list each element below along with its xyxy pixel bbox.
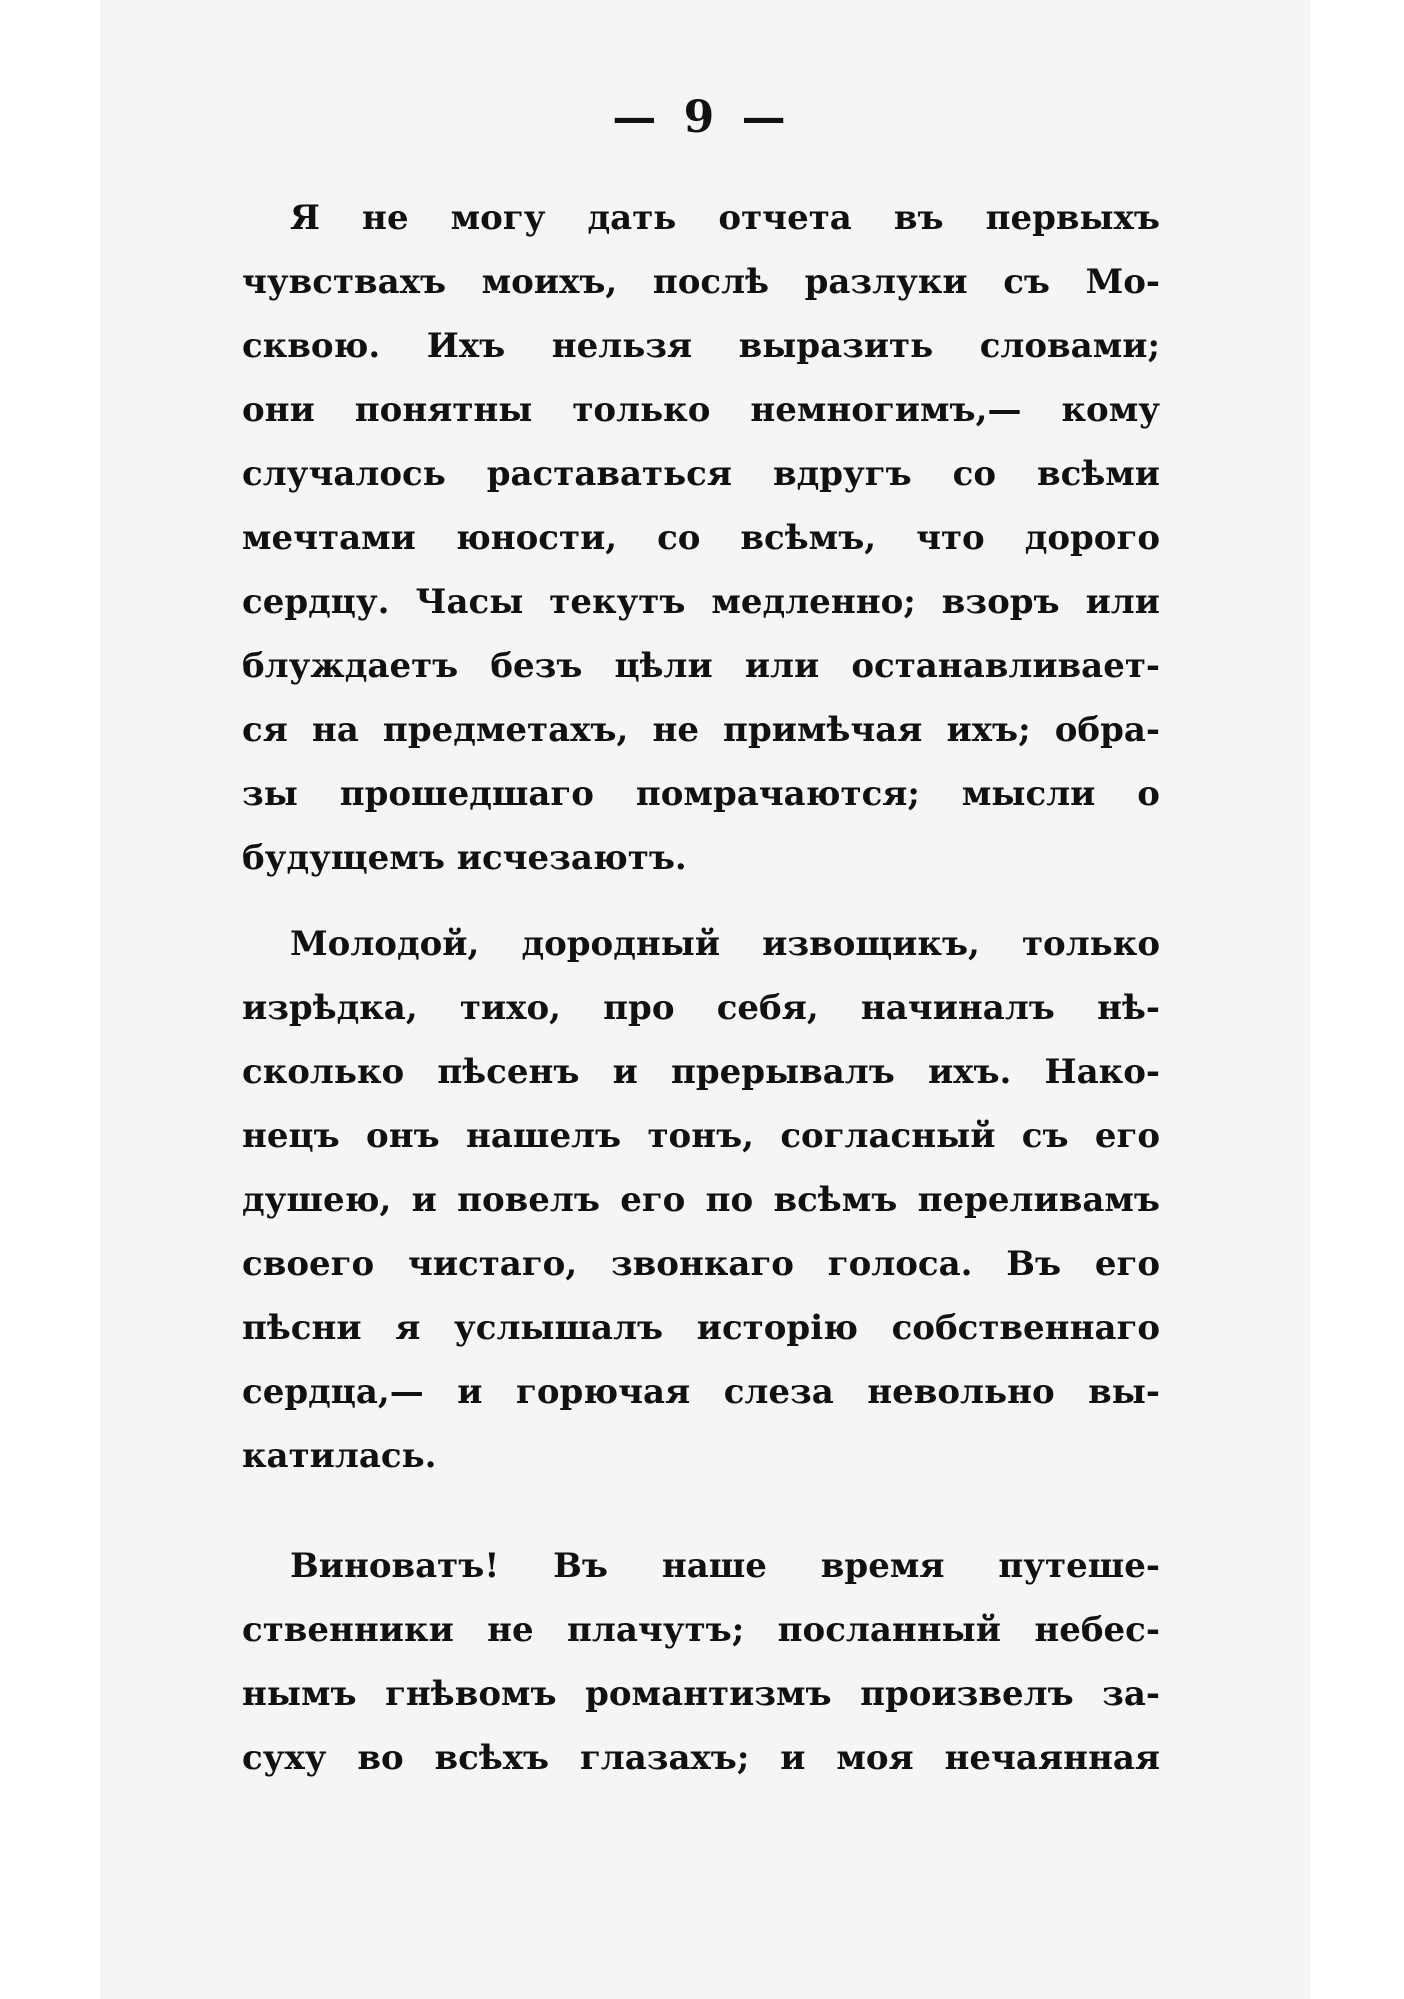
- text-line: нецъ онъ нашелъ тонъ, согласный съ его: [242, 1116, 1160, 1156]
- text-line: своего чистаго, звонкаго голоса. Въ его: [242, 1244, 1160, 1284]
- text-line: сколько пѣсенъ и прерывалъ ихъ. Нако-: [242, 1052, 1160, 1092]
- text-line: душею, и повелъ его по всѣмъ переливамъ: [242, 1180, 1160, 1220]
- text-line: сердца,— и горючая слеза невольно вы-: [242, 1372, 1160, 1412]
- text-line: изрѣдка, тихо, про себя, начиналъ нѣ-: [242, 988, 1160, 1028]
- text-line: сердцу. Часы текутъ медленно; взоръ или: [242, 582, 1160, 622]
- text-line: блуждаетъ безъ цѣли или останавливает-: [242, 646, 1160, 686]
- text-line: они понятны только немногимъ,— кому: [242, 390, 1160, 430]
- text-line: зы прошедшаго помрачаются; мысли о: [242, 774, 1160, 814]
- text-line: ся на предметахъ, не примѣчая ихъ; обра-: [242, 710, 1160, 750]
- text-line: чувствахъ моихъ, послѣ разлуки съ Мо-: [242, 262, 1160, 302]
- text-line: случалось раставаться вдругъ со всѣми: [242, 454, 1160, 494]
- text-line: мечтами юности, со всѣмъ, что дорого: [242, 518, 1160, 558]
- text-line: нымъ гнѣвомъ романтизмъ произвелъ за-: [242, 1674, 1160, 1714]
- text-line: ственники не плачутъ; посланный небес-: [242, 1610, 1160, 1650]
- text-line: сквою. Ихъ нельзя выразить словами;: [242, 326, 1160, 366]
- text-line: Виноватъ! Въ наше время путеше-: [290, 1546, 1160, 1586]
- page-number: — 9 —: [612, 92, 792, 143]
- text-line: суху во всѣхъ глазахъ; и моя нечаянная: [242, 1738, 1160, 1778]
- text-line: Молодой, дородный извощикъ, только: [290, 924, 1160, 964]
- text-line: будущемъ исчезаютъ.: [242, 838, 687, 878]
- paragraph-2: [242, 912, 1160, 1488]
- text-line: Я не могу дать отчета въ первыхъ: [290, 198, 1160, 238]
- paragraph-3: [242, 1534, 1160, 1790]
- text-line: катилась.: [242, 1436, 437, 1476]
- paragraph-1: [242, 186, 1160, 890]
- text-line: пѣсни я услышалъ исторію собственнаго: [242, 1308, 1160, 1348]
